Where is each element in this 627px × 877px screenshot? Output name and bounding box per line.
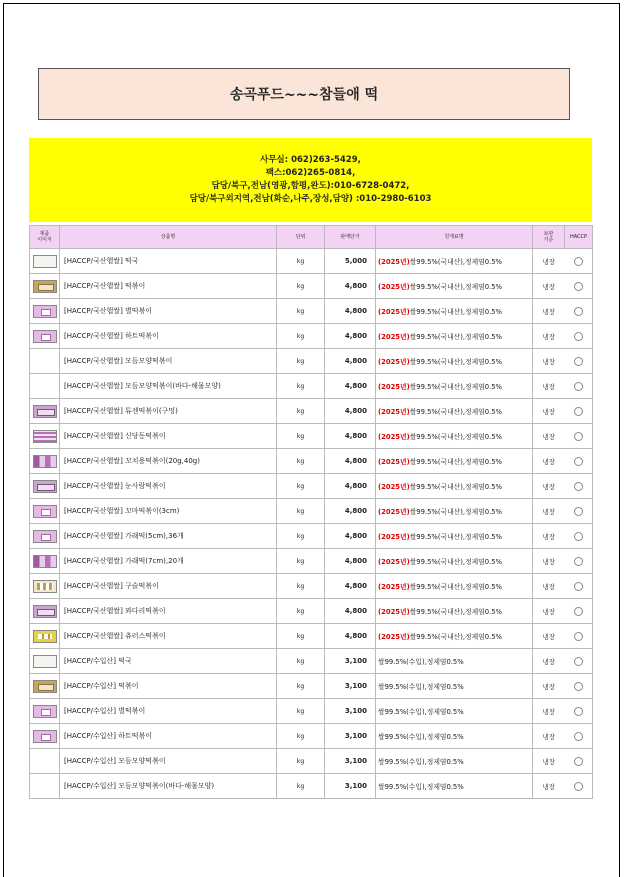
product-image-cell: [30, 449, 60, 474]
contact-info-block: [29, 138, 592, 222]
table-row: [30, 524, 593, 549]
product-origin: [376, 449, 533, 474]
product-origin: [376, 674, 533, 699]
product-name: [HACCP/국산햅쌀] 츄러스떡볶이: [60, 624, 277, 649]
storage-type: 냉장: [533, 574, 565, 599]
ingredients-text: 쌀99.5%(국내산),정제염0.5%: [409, 433, 502, 441]
product-origin: [376, 499, 533, 524]
product-image-cell: [30, 299, 60, 324]
product-image-cell: [30, 749, 60, 774]
product-thumbnail[interactable]: [33, 430, 57, 443]
product-origin: [376, 549, 533, 574]
table-row: [30, 274, 593, 299]
ingredients-text: 쌀99.5%(수입),정제염0.5%: [378, 733, 464, 741]
harvest-year: (2025년): [378, 633, 410, 641]
product-origin: [376, 749, 533, 774]
table-row: [30, 424, 593, 449]
haccp-radio[interactable]: [574, 732, 583, 741]
product-price: 4,800: [325, 349, 376, 374]
harvest-year: (2025년): [378, 358, 410, 366]
storage-type: 냉장: [533, 674, 565, 699]
harvest-year: (2025년): [378, 558, 410, 566]
haccp-radio[interactable]: [574, 482, 583, 491]
storage-type: 냉장: [533, 524, 565, 549]
table-row: [30, 249, 593, 274]
ingredients-text: 쌀99.5%(국내산),정제염0.5%: [409, 533, 502, 541]
ingredients-text: 쌀99.5%(국내산),정제염0.5%: [409, 583, 502, 591]
haccp-radio[interactable]: [574, 682, 583, 691]
haccp-cell: [565, 599, 593, 624]
table-row: [30, 774, 593, 799]
storage-type: 냉장: [533, 474, 565, 499]
header-origin: 원재료명: [376, 226, 533, 249]
product-price: 3,100: [325, 674, 376, 699]
ingredients-text: 쌀99.5%(국내산),정제염0.5%: [409, 408, 502, 416]
product-image-cell: [30, 474, 60, 499]
product-name: [HACCP/수입산] 모듬모양떡볶이: [60, 749, 277, 774]
haccp-cell: [565, 674, 593, 699]
product-thumbnail[interactable]: [33, 405, 57, 418]
product-origin: [376, 724, 533, 749]
product-name: [HACCP/국산햅쌀] 모듬모양떡볶이: [60, 349, 277, 374]
ingredients-text: 쌀99.5%(국내산),정제염0.5%: [409, 633, 502, 641]
storage-type: 냉장: [533, 424, 565, 449]
product-price: 3,100: [325, 699, 376, 724]
product-price: 4,800: [325, 624, 376, 649]
product-unit: kg: [277, 524, 325, 549]
harvest-year: (2025년): [378, 483, 410, 491]
haccp-radio[interactable]: [574, 782, 583, 791]
haccp-radio[interactable]: [574, 307, 583, 316]
product-image-cell: [30, 774, 60, 799]
product-thumbnail[interactable]: [33, 305, 57, 318]
haccp-cell: [565, 774, 593, 799]
product-origin: [376, 274, 533, 299]
header-price: 판매단가: [325, 226, 376, 249]
product-origin: [376, 399, 533, 424]
harvest-year: (2025년): [378, 283, 410, 291]
product-price: 3,100: [325, 774, 376, 799]
harvest-year: (2025년): [378, 258, 410, 266]
product-thumbnail[interactable]: [33, 680, 57, 693]
table-row: [30, 349, 593, 374]
product-unit: kg: [277, 324, 325, 349]
harvest-year: (2025년): [378, 583, 410, 591]
product-price: 4,800: [325, 474, 376, 499]
haccp-radio[interactable]: [574, 432, 583, 441]
product-price: 4,800: [325, 299, 376, 324]
haccp-cell: [565, 324, 593, 349]
haccp-cell: [565, 699, 593, 724]
storage-type: 냉장: [533, 599, 565, 624]
product-origin: [376, 324, 533, 349]
ingredients-text: 쌀99.5%(국내산),정제염0.5%: [409, 483, 502, 491]
product-origin: [376, 524, 533, 549]
haccp-cell: [565, 624, 593, 649]
product-name: [HACCP/수입산] 모듬모양떡볶이(바다-해물모양): [60, 774, 277, 799]
ingredients-text: 쌀99.5%(국내산),정제염0.5%: [409, 333, 502, 341]
product-thumbnail[interactable]: [33, 655, 57, 668]
ingredients-text: 쌀99.5%(수입),정제염0.5%: [378, 708, 464, 716]
product-thumbnail[interactable]: [33, 730, 57, 743]
product-name: [HACCP/국산햅쌀] 신당동떡볶이: [60, 424, 277, 449]
product-origin: [376, 349, 533, 374]
table-row: [30, 324, 593, 349]
haccp-radio[interactable]: [574, 532, 583, 541]
product-image-cell: [30, 274, 60, 299]
product-image-cell: [30, 249, 60, 274]
product-origin: [376, 574, 533, 599]
header-unit: 단위: [277, 226, 325, 249]
storage-type: 냉장: [533, 724, 565, 749]
haccp-radio[interactable]: [574, 282, 583, 291]
haccp-cell: [565, 474, 593, 499]
table-row: [30, 374, 593, 399]
product-thumbnail[interactable]: [33, 605, 57, 618]
product-image-cell: [30, 649, 60, 674]
storage-type: 냉장: [533, 349, 565, 374]
table-row: [30, 449, 593, 474]
table-row: [30, 474, 593, 499]
haccp-radio[interactable]: [574, 407, 583, 416]
haccp-radio[interactable]: [574, 257, 583, 266]
header-storage: 보관 기준: [533, 226, 565, 249]
ingredients-text: 쌀99.5%(국내산),정제염0.5%: [409, 358, 502, 366]
table-row: [30, 574, 593, 599]
storage-type: 냉장: [533, 774, 565, 799]
table-header-row: [30, 226, 593, 249]
product-unit: kg: [277, 549, 325, 574]
haccp-radio[interactable]: [574, 582, 583, 591]
haccp-cell: [565, 374, 593, 399]
table-row: [30, 674, 593, 699]
header-name: 상품명: [60, 226, 277, 249]
storage-type: 냉장: [533, 399, 565, 424]
product-name: [HACCP/국산햅쌀] 구슬떡볶이: [60, 574, 277, 599]
header-haccp: HACCP: [565, 226, 593, 249]
product-price: 4,800: [325, 324, 376, 349]
product-unit: kg: [277, 349, 325, 374]
product-unit: kg: [277, 624, 325, 649]
title-text: 송곡푸드~~~참들애 떡: [229, 87, 379, 103]
product-name: [HACCP/국산햅쌀] 모듬모양떡볶이(바다-해물모양): [60, 374, 277, 399]
harvest-year: (2025년): [378, 308, 410, 316]
product-thumbnail[interactable]: [33, 630, 57, 643]
page-title: [38, 68, 570, 120]
ingredients-text: 쌀99.5%(국내산),정제염0.5%: [409, 308, 502, 316]
product-price: 5,000: [325, 249, 376, 274]
table-row: [30, 599, 593, 624]
product-image-cell: [30, 549, 60, 574]
product-name: [HACCP/국산햅쌀] 튜젠떡볶이(구멍): [60, 399, 277, 424]
product-unit: kg: [277, 449, 325, 474]
product-unit: kg: [277, 474, 325, 499]
table-row: [30, 499, 593, 524]
product-thumbnail[interactable]: [33, 255, 57, 268]
haccp-cell: [565, 724, 593, 749]
product-image-cell: [30, 499, 60, 524]
product-name: [HACCP/수입산] 떡국: [60, 649, 277, 674]
haccp-cell: [565, 449, 593, 474]
table-row: [30, 724, 593, 749]
haccp-radio[interactable]: [574, 707, 583, 716]
harvest-year: (2025년): [378, 433, 410, 441]
product-price: 3,100: [325, 749, 376, 774]
product-image-cell: [30, 324, 60, 349]
product-thumbnail[interactable]: [33, 530, 57, 543]
haccp-cell: [565, 574, 593, 599]
office-phone: 사무실: 062)263-5429,: [260, 155, 361, 165]
haccp-cell: [565, 399, 593, 424]
product-thumbnail[interactable]: [33, 330, 57, 343]
harvest-year: (2025년): [378, 383, 410, 391]
product-origin: [376, 474, 533, 499]
haccp-radio[interactable]: [574, 357, 583, 366]
product-name: [HACCP/국산햅쌀] 꽈다리떡볶이: [60, 599, 277, 624]
haccp-cell: [565, 524, 593, 549]
product-price: 4,800: [325, 399, 376, 424]
product-name: [HACCP/수입산] 떡볶이: [60, 674, 277, 699]
product-price: 4,800: [325, 424, 376, 449]
product-thumbnail[interactable]: [33, 480, 57, 493]
contact-line-1: 담당/북구,전남(영광,함평,완도):010-6728-0472,: [211, 181, 410, 191]
product-price: 4,800: [325, 574, 376, 599]
product-price: 4,800: [325, 374, 376, 399]
ingredients-text: 쌀99.5%(수입),정제염0.5%: [378, 783, 464, 791]
haccp-radio[interactable]: [574, 457, 583, 466]
product-thumbnail[interactable]: [33, 280, 57, 293]
product-image-cell: [30, 424, 60, 449]
product-name: [HACCP/국산햅쌀] 떡볶이: [60, 274, 277, 299]
haccp-cell: [565, 349, 593, 374]
product-name: [HACCP/국산햅쌀] 꼬치용떡볶이(20g,40g): [60, 449, 277, 474]
product-unit: kg: [277, 749, 325, 774]
fax-number: 팩스:062)265-0814,: [265, 168, 356, 178]
product-unit: kg: [277, 599, 325, 624]
ingredients-text: 쌀99.5%(수입),정제염0.5%: [378, 683, 464, 691]
haccp-radio[interactable]: [574, 607, 583, 616]
ingredients-text: 쌀99.5%(수입),정제염0.5%: [378, 758, 464, 766]
haccp-cell: [565, 499, 593, 524]
table-row: [30, 299, 593, 324]
storage-type: 냉장: [533, 649, 565, 674]
haccp-cell: [565, 549, 593, 574]
product-unit: kg: [277, 299, 325, 324]
product-price: 4,800: [325, 449, 376, 474]
product-image-cell: [30, 374, 60, 399]
haccp-radio[interactable]: [574, 507, 583, 516]
product-thumbnail[interactable]: [33, 455, 57, 468]
product-origin: [376, 774, 533, 799]
contact-line-2: 담당/북구외지역,전남(화순,나주,장성,담양) :010-2980-6103: [189, 194, 432, 204]
table-row: [30, 624, 593, 649]
product-price: 4,800: [325, 549, 376, 574]
product-unit: kg: [277, 699, 325, 724]
haccp-radio[interactable]: [574, 382, 583, 391]
product-name: [HACCP/국산햅쌀] 떡국: [60, 249, 277, 274]
product-name: [HACCP/국산햅쌀] 별떡볶이: [60, 299, 277, 324]
product-name: [HACCP/국산햅쌀] 눈사람떡볶이: [60, 474, 277, 499]
product-origin: [376, 374, 533, 399]
product-unit: kg: [277, 274, 325, 299]
product-unit: kg: [277, 499, 325, 524]
table-row: [30, 749, 593, 774]
product-image-cell: [30, 524, 60, 549]
storage-type: 냉장: [533, 624, 565, 649]
haccp-cell: [565, 274, 593, 299]
product-price: 3,100: [325, 649, 376, 674]
product-price: 3,100: [325, 724, 376, 749]
storage-type: 냉장: [533, 299, 565, 324]
product-name: [HACCP/수입산] 별떡볶이: [60, 699, 277, 724]
product-unit: kg: [277, 649, 325, 674]
product-origin: [376, 699, 533, 724]
product-name: [HACCP/수입산] 하트떡볶이: [60, 724, 277, 749]
table-row: [30, 699, 593, 724]
haccp-radio[interactable]: [574, 557, 583, 566]
haccp-radio[interactable]: [574, 332, 583, 341]
product-unit: kg: [277, 374, 325, 399]
storage-type: 냉장: [533, 749, 565, 774]
product-name: [HACCP/국산햅쌀] 꼬마떡볶이(3cm): [60, 499, 277, 524]
storage-type: 냉장: [533, 274, 565, 299]
product-name: [HACCP/국산햅쌀] 가래떡(5cm),36개: [60, 524, 277, 549]
ingredients-text: 쌀99.5%(국내산),정제염0.5%: [409, 558, 502, 566]
product-unit: kg: [277, 674, 325, 699]
product-unit: kg: [277, 724, 325, 749]
ingredients-text: 쌀99.5%(국내산),정제염0.5%: [409, 283, 502, 291]
harvest-year: (2025년): [378, 458, 410, 466]
product-price: 4,800: [325, 499, 376, 524]
product-price: 4,800: [325, 524, 376, 549]
product-thumbnail[interactable]: [33, 505, 57, 518]
product-image-cell: [30, 624, 60, 649]
product-image-cell: [30, 399, 60, 424]
product-origin: [376, 599, 533, 624]
harvest-year: (2025년): [378, 508, 410, 516]
product-image-cell: [30, 599, 60, 624]
harvest-year: (2025년): [378, 533, 410, 541]
storage-type: 냉장: [533, 249, 565, 274]
product-unit: kg: [277, 574, 325, 599]
storage-type: 냉장: [533, 549, 565, 574]
ingredients-text: 쌀99.5%(국내산),정제염0.5%: [409, 458, 502, 466]
haccp-radio[interactable]: [574, 757, 583, 766]
product-origin: [376, 624, 533, 649]
haccp-radio[interactable]: [574, 657, 583, 666]
ingredients-text: 쌀99.5%(국내산),정제염0.5%: [409, 508, 502, 516]
product-price: 4,800: [325, 599, 376, 624]
product-thumbnail[interactable]: [33, 580, 57, 593]
storage-type: 냉장: [533, 699, 565, 724]
product-origin: [376, 249, 533, 274]
haccp-cell: [565, 649, 593, 674]
haccp-cell: [565, 749, 593, 774]
harvest-year: (2025년): [378, 333, 410, 341]
product-image-cell: [30, 349, 60, 374]
storage-type: 냉장: [533, 324, 565, 349]
table-row: [30, 399, 593, 424]
product-origin: [376, 299, 533, 324]
haccp-radio[interactable]: [574, 632, 583, 641]
product-image-cell: [30, 724, 60, 749]
product-thumbnail[interactable]: [33, 705, 57, 718]
product-rows: [30, 249, 593, 799]
storage-type: 냉장: [533, 449, 565, 474]
product-name: [HACCP/국산햅쌀] 가래떡(7cm),20개: [60, 549, 277, 574]
product-thumbnail[interactable]: [33, 555, 57, 568]
haccp-cell: [565, 424, 593, 449]
table-row: [30, 649, 593, 674]
product-name: [HACCP/국산햅쌀] 하트떡볶이: [60, 324, 277, 349]
storage-type: 냉장: [533, 374, 565, 399]
product-origin: [376, 424, 533, 449]
product-image-cell: [30, 674, 60, 699]
table-row: [30, 549, 593, 574]
product-origin: [376, 649, 533, 674]
header-image: 제품 이미지: [30, 226, 60, 249]
product-unit: kg: [277, 249, 325, 274]
ingredients-text: 쌀99.5%(국내산),정제염0.5%: [409, 383, 502, 391]
product-unit: kg: [277, 424, 325, 449]
product-table: [29, 225, 593, 799]
ingredients-text: 쌀99.5%(수입),정제염0.5%: [378, 658, 464, 666]
product-price: 4,800: [325, 274, 376, 299]
harvest-year: (2025년): [378, 408, 410, 416]
ingredients-text: 쌀99.5%(국내산),정제염0.5%: [409, 258, 502, 266]
product-unit: kg: [277, 399, 325, 424]
storage-type: 냉장: [533, 499, 565, 524]
product-image-cell: [30, 699, 60, 724]
haccp-cell: [565, 299, 593, 324]
haccp-cell: [565, 249, 593, 274]
harvest-year: (2025년): [378, 608, 410, 616]
ingredients-text: 쌀99.5%(국내산),정제염0.5%: [409, 608, 502, 616]
product-unit: kg: [277, 774, 325, 799]
product-image-cell: [30, 574, 60, 599]
